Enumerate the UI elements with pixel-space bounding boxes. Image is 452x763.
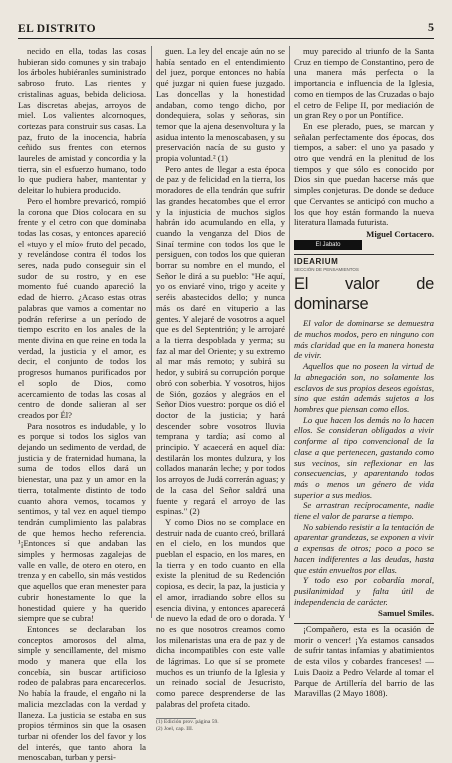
publication-title: EL DISTRITO bbox=[18, 23, 97, 35]
article-paragraph: Se arrastran recíprocamente, nadie tiene el valor de pararse a tiempo. bbox=[294, 500, 434, 522]
body-paragraph: muy parecido al triunfo de la Santa Cruz en tiempo de Constantino, pero de una manera más perfecta o la importancia e influencia de la Iglesia, como en tiempos de las Cruzadas o bajo el cetro de Felipe II, por mediación de un gran Rey o por un Pontífice. bbox=[294, 46, 434, 121]
column-3 bbox=[294, 46, 434, 699]
column-divider bbox=[151, 46, 152, 618]
page-header bbox=[18, 16, 434, 39]
body-paragraph: Pero antes de llegar a esta época de paz y de felicidad en la tierra, los moradores de ella tendrán que sufrir las grandes hecatombes que el error y la injusticia de muchos siglos habrán ido acumulando en ella, y cuando la venganza del Dios de Sinaí termine con todos los que le persiguen, con todos los que quieran borrar su nombre en el mundo, el Señor le dirá a su pueblo: "He aquí, yo os enviaré vino, trigo y aceite y seréis abastecidos dello; y nunca más os daré en vituperio a las gentes. Y alejaré de vosotros a aquel que es del Septentrión; y le arrojaré a la tierra despoblada y yerma; su faz al mar del Oriente; y su extremo al mar más remoto; y subirá su hedor, y subirá su corrupción porque obró con soberbia. Y vosotros, hijos de Sión, gozáos y alegráos en el Señor Dios vuestro: porque os dió el doctor de la justicia; y hará descender sobre vosotros lluvia temprana y tardía; así como al principio. Y acaecerá en aquel día: destilarán los montes dulzura, y los collados manarán leche; y por todos los arroyos de Judá correrán aguas; y de la casa del Señor saldrá una fuente y regará el arroyo de las espinas." (2) bbox=[156, 163, 285, 517]
section-logo-subtitle: SECCIÓN DE PENSAMIENTOS bbox=[294, 267, 359, 273]
article-paragraph: Lo que hacen los demás no lo hacen ellos. Se consideran obligados a vivir conforme al tipo convencional de la clase a que pertenecen, gastando como sus vecinos, sin reflexionar en las consecuencias, y aparentando todos más o menos un género de vida superior a sus medios. bbox=[294, 414, 434, 500]
page-number: 5 bbox=[428, 20, 434, 34]
article-paragraph: El valor de dominarse se demuestra de muchos modos, pero en ninguno con más claridad que en la manera honesta de vivir. bbox=[294, 318, 434, 361]
section-logo: IDEARIUM bbox=[294, 256, 339, 266]
section-banner: El Jabato bbox=[294, 240, 362, 250]
article-paragraph: Aquellos que no poseen la virtud de la abnegación son, no solamente los esclavos de sus propios deseos egoístas, sino que están además sujetos a los hombres que piensan como ellos. bbox=[294, 361, 434, 414]
article-paragraph: Y todo eso por cobardía moral, pusilanimidad y falta útil de independencia de carácter. bbox=[294, 575, 434, 607]
author-signature: Samuel Smiles. bbox=[378, 608, 434, 619]
article-title: El valor de dominarse bbox=[294, 275, 434, 314]
footnote: (1) Edición prov. página 59. bbox=[156, 718, 219, 725]
column-2 bbox=[156, 46, 285, 732]
body-paragraph: Entonces se declaraban los conceptos amorosos del alma, simple y sencillamente, del mismo modo y manera que ella los concebía, sin buscar artificioso rodeo de palabras para encarecerlos. No había la fraude, el engaño ni la malicia mezcladas con la verdad y llaneza. La justicia se estaba en sus propios términos sin que la osasen turbar ni ofender los del favor y los del interés, que tanto ahora la menoscaban, turban y persi- bbox=[18, 623, 146, 763]
column-divider bbox=[289, 46, 290, 618]
quote-paragraph: ¡Compañero, esta es la ocasión de morir o vencer! ¡Ya estamos cansados de sufrir tantas infamias y abatimientos de esta vilos y cobardes franceses! — Luis Daoiz a Pedro Velarde al tomar el Parque de Artillería del barrio de las Maravillas (2 Mayo 1808). bbox=[294, 624, 434, 699]
footnote: (2) Joel, cap. III. bbox=[156, 725, 194, 732]
body-paragraph: En ese plerado, pues, se marcan y señalan perfectamente dos épocas, dos tiempos, a saber: el uno ya pasado y otro que vendrá en la plenitud de los tiempos y que sólo es conocido por Dios sin que puedan hacerse más que simples conjeturas. De donde se deduce que Cervantes se anticipó con mucho a los que hoy están formando la nueva literatura llamada futurista. bbox=[294, 120, 434, 228]
section-divider bbox=[294, 254, 434, 255]
body-paragraph: Y como Dios no se complace en destruir nada de cuanto creó, brillará en el cielo, en los mundos que pueblan el espacio, en los mares, en la tierra y en todo cuanto en ella existe la plenitud de su Redención copiosa, es decir, la paz, la justicia y el amor, irradiando sobre ellos su esencia divina, y entonces aparecerá de nuevo la edad de oro o dorada. Y no es que nosotros creamos como los milenaristas una era de paz y de dicha incompatibles con este valle de lágrimas. Lo que sí se promete muchos es un triunfo de la Iglesia y un reinado social de Jesucristo, como parece desprenderse de las palabras del profeta citado. bbox=[156, 516, 285, 709]
body-paragraph: Pero el hombre prevaricó, rompió la corona que Dios colocara en su frente y el cetro con que dominaba todas las cosas, y entonces apareció el «tuyo y el mío» fruto del pecado, y revelándose contra él todos los seres, nada pudo conseguir sin el sudor de su rostro, y en ese momento fué cuando apareció la edad de hierro. ¿Acaso estas otras palabras que vamos a comentar no podrán referirse a un período de tiempo escrito en los anales de la mente divina en que reine en toda la verdad, la justicia y el amor, es decir, el conjunto de todos los progresos humanos purificados por el soplo de Dios, como acercamiento de todas las cosas al centro de donde salieran al ser creados por Él? bbox=[18, 195, 146, 420]
body-paragraph: guen. La ley del encaje aún no se había sentado en el entendimiento del juez, porque entonces no había qué juzgar ni quien fuese juzgado. Las doncellas y la honestidad andaban, como tengo dicho, por dondequiera, solas y señoras, sin temor que la ajena desenvoltura y la asidua intento la menoscabasen, y su preservación nacía de su gusto y propia voluntad.² (1) bbox=[156, 46, 285, 164]
body-paragraph: necido en ella, todas las cosas hubieran sido comunes y sin trabajo los árboles hubiéranles suministrado sabroso fruto. Las rientes y cristalinas aguas, bebida deliciosa. Las discretas abejas, arroyos de miel. Los valientes alcornoques, cortezas para construir sus casas. La paz, fruto de la inocencia, habría ceñido sus frentes con eternos laureles de amistad y concordia y la tierra, sin el esfuerzo humano, todo lo que pudiera haber, mantentar y deleitar lo hubiera producido. bbox=[18, 46, 146, 196]
article-paragraph: No sabiendo resistir a la tentación de aparentar grandezas, se exponen a vivir a expensas de otros; poco a poco se hacen indiferentes a las deudas, hasta que están envueltos por ellas. bbox=[294, 521, 434, 575]
column-1 bbox=[18, 46, 146, 763]
author-signature: Miguel Cortacero. bbox=[366, 228, 434, 239]
body-paragraph: Para nosotros es indudable, y lo es porque si todos los siglos van dejando un sedimento de verdad, de justicia y de fraternidad humana, la suma de todos ellos dará un bienestar, una paz y un amor en la tierra, totalmente distinto de todo cuanto ahora vemos, tocamos y sentimos, y tal vez en aquel tiempo tendrán cumplimiento las palabras de que hemos hecho referencia. ¹¡Entonces sí que andaban las simples y hermosas zagalejas de valle en valle, de otero en otero, en trenza y en cabello, sin más vestidos que aquellos que eran menester para cubrir honestamente lo que la honestidad quiere y ha querido siempre que se cubra! bbox=[18, 420, 146, 624]
